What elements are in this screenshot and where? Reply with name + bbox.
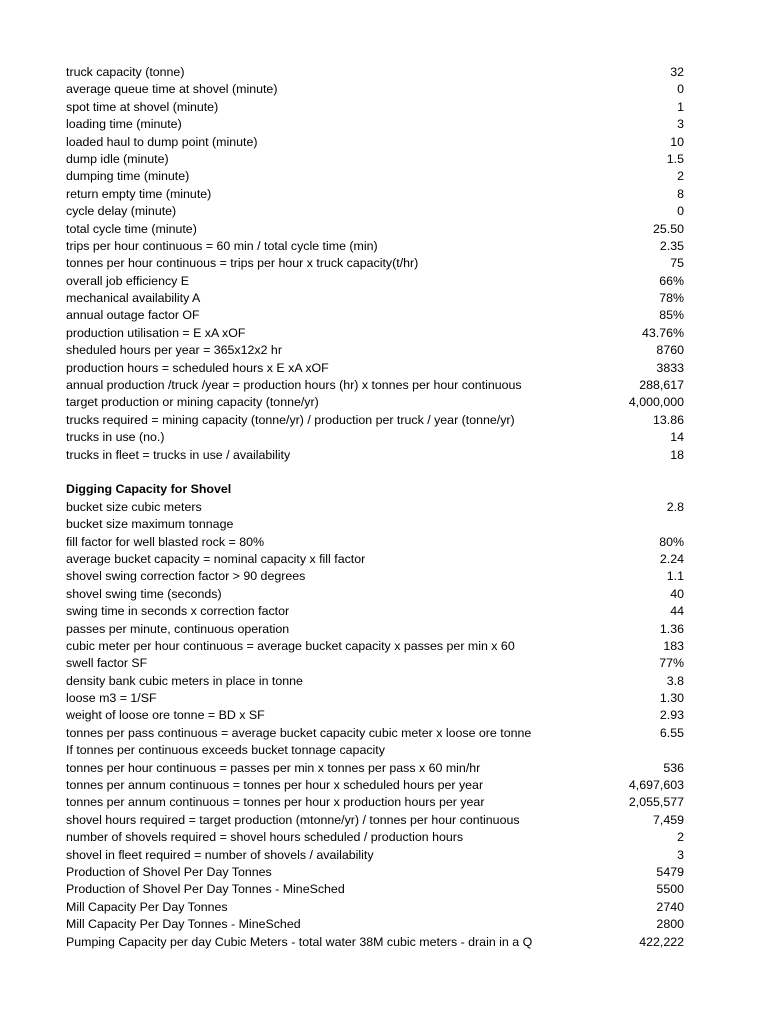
row-value: 4,000,000 — [628, 395, 684, 410]
table-row — [0, 621, 768, 638]
row-label: shovel hours required = target production (mtonne/yr) / tonnes per hour continuous — [66, 812, 520, 827]
table-row — [0, 99, 768, 116]
table-row — [0, 725, 768, 742]
row-label: loose m3 = 1/SF — [66, 691, 157, 706]
row-value: 13.86 — [652, 412, 684, 427]
row-value: 25.50 — [652, 221, 684, 236]
table-row — [0, 307, 768, 324]
row-label: shovel swing time (seconds) — [66, 586, 222, 601]
row-label: total cycle time (minute) — [66, 221, 197, 236]
row-value: 44 — [670, 604, 684, 619]
row-value: 32 — [670, 65, 684, 79]
row-value: 3833 — [656, 360, 684, 375]
row-label: passes per minute, continuous operation — [66, 621, 290, 636]
row-label: weight of loose ore tonne = BD x SF — [66, 708, 265, 723]
row-value: 2.35 — [659, 238, 684, 253]
row-value: 66% — [659, 273, 684, 288]
row-value: 2.93 — [659, 708, 684, 723]
table-row — [0, 168, 768, 185]
row-label: production hours = scheduled hours x E xA xOF — [66, 360, 329, 375]
row-value: 2.8 — [666, 499, 684, 514]
table-row — [0, 812, 768, 829]
row-label: trucks required = mining capacity (tonne/yr) / production per truck / year (tonne/yr) — [66, 412, 515, 427]
row-label: spot time at shovel (minute) — [66, 99, 219, 114]
row-label: Mill Capacity Per Day Tonnes — [66, 899, 228, 914]
table-row — [0, 673, 768, 690]
row-label: Mill Capacity Per Day Tonnes - MineSched — [66, 917, 301, 932]
row-label: average bucket capacity = nominal capacity x fill factor — [66, 551, 366, 566]
row-label: dump idle (minute) — [66, 151, 169, 166]
row-value: 2800 — [656, 917, 684, 932]
row-label: annual outage factor OF — [66, 308, 200, 323]
table-row — [0, 934, 768, 951]
table-row — [0, 690, 768, 707]
row-value: 422,222 — [639, 934, 684, 949]
table-row — [0, 325, 768, 342]
row-label: Production of Shovel Per Day Tonnes - MineSched — [66, 882, 345, 897]
table-row — [0, 255, 768, 272]
table-row — [0, 864, 768, 881]
table-row — [0, 447, 768, 464]
row-label: bucket size cubic meters — [66, 499, 202, 514]
row-value: 3 — [677, 117, 684, 132]
table-row — [0, 273, 768, 290]
row-label: return empty time (minute) — [66, 186, 212, 201]
row-label: loaded haul to dump point (minute) — [66, 134, 258, 149]
row-label: swell factor SF — [66, 656, 148, 671]
table-row — [0, 238, 768, 255]
table-row — [0, 534, 768, 551]
row-value: 5500 — [656, 882, 684, 897]
row-label: tonnes per hour continuous = trips per hour x truck capacity(t/hr) — [66, 256, 419, 271]
section-heading: Digging Capacity for Shovel — [66, 482, 232, 497]
table-row — [0, 429, 768, 446]
row-label: If tonnes per continuous exceeds bucket tonnage capacity — [66, 743, 385, 758]
table-row — [0, 707, 768, 724]
table-row — [0, 377, 768, 394]
row-value: 10 — [670, 134, 684, 149]
table-row — [0, 794, 768, 811]
table-row — [0, 516, 768, 533]
row-label: swing time in seconds x correction factor — [66, 604, 290, 619]
shovel-capacity-section — [0, 499, 768, 951]
truck-capacity-section — [0, 64, 768, 464]
table-row — [0, 899, 768, 916]
row-value: 8760 — [656, 343, 684, 358]
table-row — [0, 638, 768, 655]
row-value: 3 — [677, 847, 684, 862]
row-label: mechanical availability A — [66, 291, 201, 306]
row-label: tonnes per annum continuous = tonnes per hour x production hours per year — [66, 795, 485, 810]
row-label: production utilisation = E xA xOF — [66, 325, 246, 340]
row-value: 75 — [670, 256, 684, 271]
row-label: fill factor for well blasted rock = 80% — [66, 534, 264, 549]
row-value: 8 — [677, 186, 684, 201]
section-heading-row — [0, 481, 768, 498]
row-value: 3.8 — [666, 673, 684, 688]
row-value: 78% — [659, 291, 684, 306]
row-label: average queue time at shovel (minute) — [66, 82, 278, 97]
row-label: bucket size maximum tonnage — [66, 517, 234, 532]
row-label: target production or mining capacity (tonne/yr) — [66, 395, 319, 410]
table-row — [0, 760, 768, 777]
row-value: 2.24 — [659, 551, 684, 566]
row-value: 43.76% — [641, 325, 684, 340]
row-value: 77% — [659, 656, 684, 671]
row-value: 536 — [663, 760, 684, 775]
table-row — [0, 342, 768, 359]
row-value: 1 — [677, 99, 684, 114]
row-value: 1.30 — [659, 691, 684, 706]
row-label: trucks in use (no.) — [66, 430, 165, 445]
table-row — [0, 134, 768, 151]
row-label: tonnes per pass continuous = average bucket capacity cubic meter x loose ore tonne — [66, 725, 532, 740]
row-value: 5479 — [656, 864, 684, 879]
row-value: 2,055,577 — [628, 795, 684, 810]
row-label: Production of Shovel Per Day Tonnes — [66, 864, 272, 879]
row-value: 7,459 — [652, 812, 684, 827]
table-row — [0, 221, 768, 238]
table-row — [0, 186, 768, 203]
row-value: 288,617 — [639, 378, 684, 393]
row-value: 1.1 — [666, 569, 684, 584]
row-value: 4,697,603 — [628, 778, 684, 793]
row-value: 40 — [670, 586, 684, 601]
row-label: tonnes per annum continuous = tonnes per hour x scheduled hours per year — [66, 778, 484, 793]
table-row — [0, 655, 768, 672]
row-label: shovel swing correction factor > 90 degrees — [66, 569, 306, 584]
table-row — [0, 568, 768, 585]
row-label: Pumping Capacity per day Cubic Meters - total water 38M cubic meters - drain in a Q — [66, 934, 533, 949]
table-row — [0, 203, 768, 220]
table-row — [0, 64, 768, 81]
row-value: 2 — [677, 830, 684, 845]
spreadsheet-sheet — [0, 64, 768, 951]
table-row — [0, 847, 768, 864]
row-value: 80% — [659, 534, 684, 549]
row-label: overall job efficiency E — [66, 273, 190, 288]
row-value: 0 — [677, 204, 684, 219]
table-row — [0, 116, 768, 133]
blank-row — [0, 464, 768, 481]
table-row — [0, 412, 768, 429]
row-label: density bank cubic meters in place in tonne — [66, 673, 303, 688]
row-value: 18 — [670, 447, 684, 462]
row-label: cubic meter per hour continuous = average bucket capacity x passes per min x 60 — [66, 638, 515, 653]
row-label: shovel in fleet required = number of shovels / availability — [66, 847, 374, 862]
table-row — [0, 586, 768, 603]
row-value: 183 — [663, 638, 684, 653]
table-row — [0, 916, 768, 933]
table-row — [0, 499, 768, 516]
row-value: 1.5 — [666, 151, 684, 166]
row-value: 1.36 — [659, 621, 684, 636]
row-value: 2 — [677, 169, 684, 184]
row-label: trips per hour continuous = 60 min / total cycle time (min) — [66, 238, 378, 253]
table-row — [0, 829, 768, 846]
table-row — [0, 777, 768, 794]
row-value: 2740 — [656, 899, 684, 914]
row-value: 14 — [670, 430, 684, 445]
row-label: number of shovels required = shovel hours scheduled / production hours — [66, 830, 464, 845]
row-label: trucks in fleet = trucks in use / availability — [66, 447, 291, 462]
row-value: 6.55 — [659, 725, 684, 740]
table-row — [0, 551, 768, 568]
row-label: tonnes per hour continuous = passes per min x tonnes per pass x 60 min/hr — [66, 760, 481, 775]
row-label: cycle delay (minute) — [66, 204, 177, 219]
row-value: 85% — [659, 308, 684, 323]
row-label: sheduled hours per year = 365x12x2 hr — [66, 343, 282, 358]
row-label: truck capacity (tonne) — [66, 65, 185, 79]
table-row — [0, 881, 768, 898]
table-row — [0, 151, 768, 168]
row-label: dumping time (minute) — [66, 169, 190, 184]
table-row — [0, 603, 768, 620]
row-value: 0 — [677, 82, 684, 97]
table-row — [0, 360, 768, 377]
table-row — [0, 81, 768, 98]
table-row — [0, 394, 768, 411]
table-row — [0, 290, 768, 307]
row-label: loading time (minute) — [66, 117, 182, 132]
table-row — [0, 742, 768, 759]
row-label: annual production /truck /year = production hours (hr) x tonnes per hour continuous — [66, 378, 522, 393]
